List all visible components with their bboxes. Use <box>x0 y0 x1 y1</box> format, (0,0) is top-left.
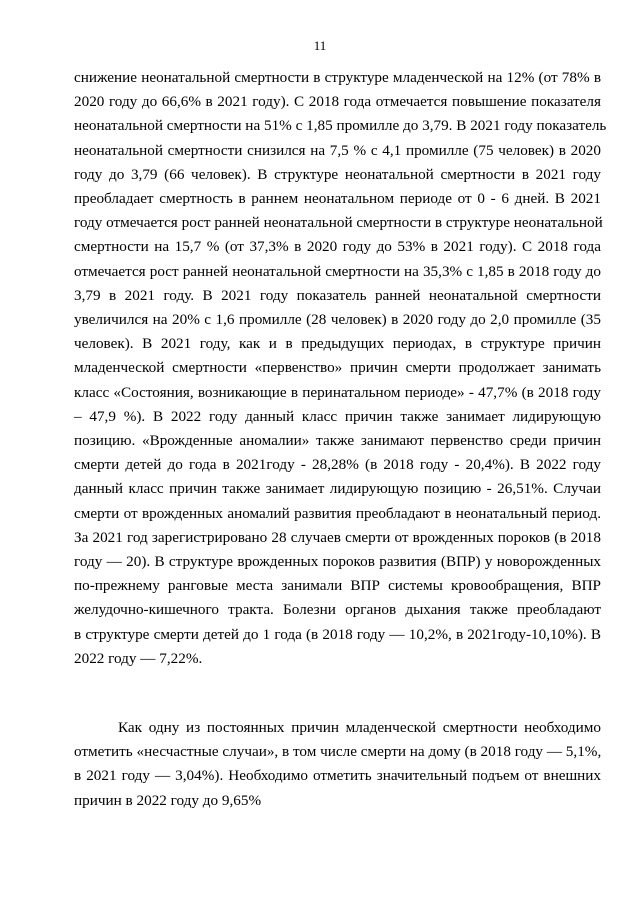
text-line: класс «Состояния, возникающие в перинатальном периоде» - 47,7% (в 2018 году <box>74 383 601 401</box>
text-line: Как одну из постоянных причин младенческой смертности необходимо <box>118 719 601 736</box>
text-line: желудочно-кишечного тракта. Болезни органов дыхания также преобладают <box>74 601 601 619</box>
text-line: За 2021 год зарегистрировано 28 случаев смерти от врожденных пороков (в 2018 <box>74 528 601 546</box>
text-line: году до 3,79 (66 человек). В структуре неонатальной смертности в 2021 году <box>74 165 601 183</box>
text-line: отметить «несчастные случаи», в том числе смерти на дому (в 2018 году — 5,1%, <box>74 743 602 761</box>
text-line: году отмечается рост ранней неонатальной смертности в структуре неонатальной <box>74 214 603 232</box>
text-line: смертности на 15,7 % (от 37,3% в 2020 году до 53% в 2021 году). С 2018 года <box>74 238 601 256</box>
text-line: увеличился на 20% с 1,6 промилле (28 человек) в 2020 году до 2,0 промилле (35 <box>74 311 601 329</box>
text-line: неонатальной смертности на 51% с 1,85 промилле до 3,79. В 2021 году показатель <box>74 117 607 135</box>
text-line: 2020 году до 66,6% в 2021 году). С 2018 года отмечается повышение показателя <box>74 93 601 111</box>
text-line: году — 20). В структуре врожденных пороков развития (ВПР) у новорожденных <box>74 553 601 571</box>
text-line: младенческой смертности «первенство» причин смерти продолжает занимать <box>74 359 601 377</box>
text-line: – 47,9 %). В 2022 году данный класс причин также занимает лидирующую <box>74 407 601 425</box>
text-line: неонатальной смертности снизился на 7,5 % с 4,1 промилле (75 человек) в 2020 <box>74 141 601 159</box>
text-line: преобладает смертность в раннем неонатальном периоде от 0 - 6 дней. В 2021 <box>74 190 601 208</box>
text-line: данный класс причин также занимает лидирующую позицию - 26,51%. Случаи <box>74 480 601 498</box>
text-line: 2022 году — 7,22%. <box>74 649 203 667</box>
text-line: смерти детей до года в 2021году - 28,28% (в 2018 году - 20,4%). В 2022 году <box>74 456 601 474</box>
paragraph-1 <box>74 66 607 671</box>
text-line: человек). В 2021 году, как и в предыдущих периодах, в структуре причин <box>74 335 601 353</box>
text-line: отмечается рост ранней неонатальной смертности на 35,3% с 1,85 в 2018 году до <box>74 262 601 280</box>
text-line: в 2021 году — 3,04%). Необходимо отметить значительный подъем от внешних <box>74 767 601 785</box>
text-line: причин в 2022 году до 9,65% <box>74 791 262 809</box>
text-line: в структуре смерти детей до 1 года (в 2018 году — 10,2%, в 2021году-10,10%). В <box>74 625 601 643</box>
text-line: 3,79 в 2021 году. В 2021 году показатель ранней неонатальной смертности <box>74 286 601 304</box>
text-line: снижение неонатальной смертности в структуре младенческой на 12% (от 78% в <box>74 69 601 86</box>
text-line: смерти от врожденных аномалий развития преобладают в неонатальный период. <box>74 504 601 522</box>
page-number: 11 <box>313 38 327 53</box>
text-line: позицию. «Врожденные аномалии» также занимают первенство среди причин <box>74 432 601 450</box>
paragraph-2 <box>74 716 601 813</box>
text-line: по-прежнему ранговые места занимали ВПР системы кровообращения, ВПР <box>74 577 601 595</box>
